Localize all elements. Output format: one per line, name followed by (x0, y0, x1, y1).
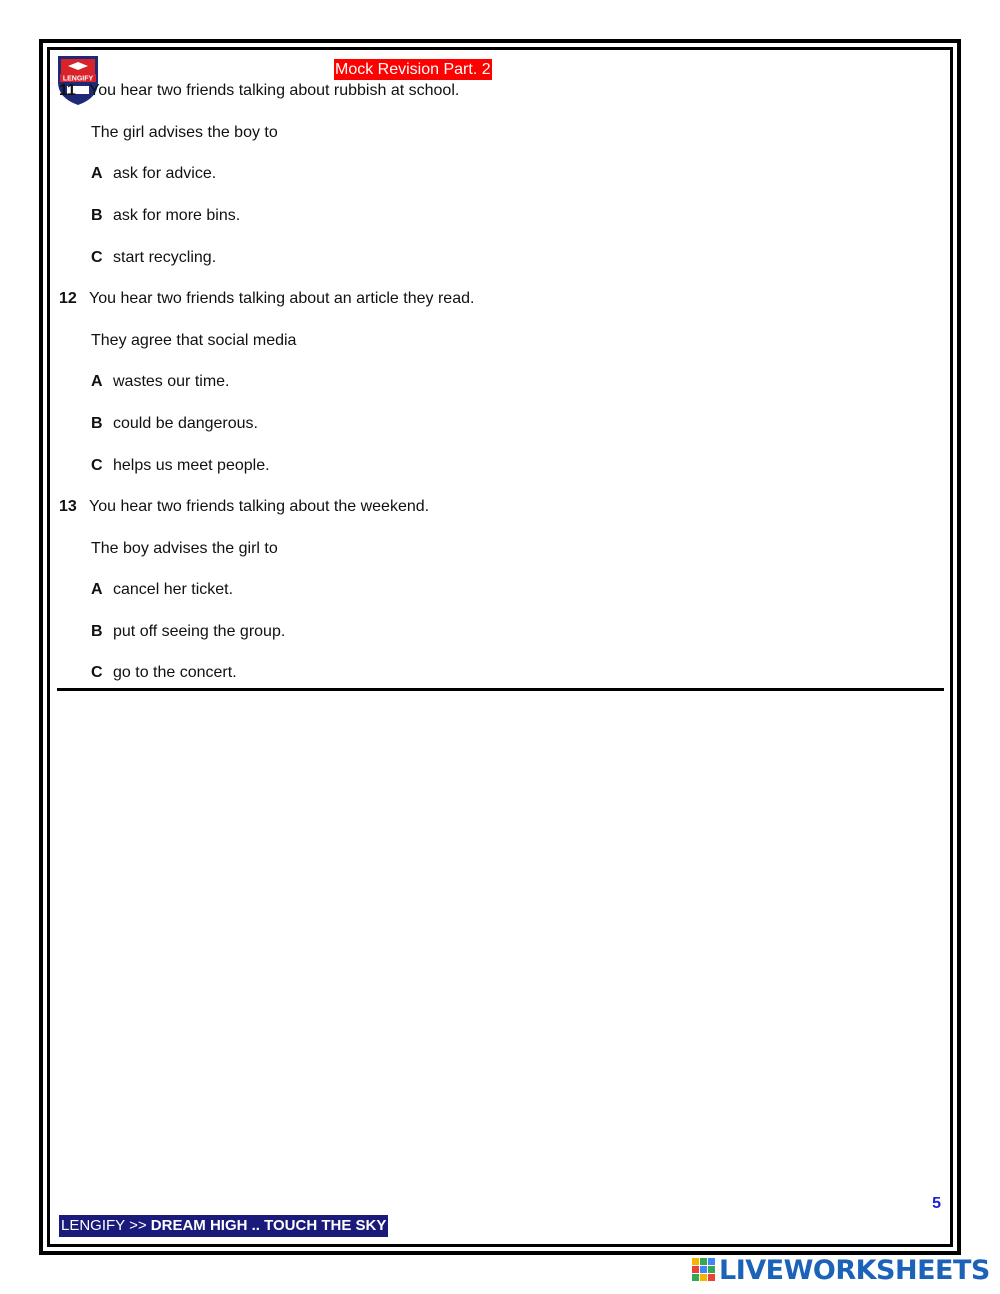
option-text: cancel her ticket. (113, 581, 234, 598)
option-text: put off seeing the group. (113, 623, 286, 640)
liveworksheets-text: LIVEWORKSHEETS (719, 1254, 990, 1286)
option-text: helps us meet people. (113, 457, 270, 474)
footer-banner (59, 1215, 388, 1237)
option-letter: C (91, 664, 103, 681)
question-number: 12 (59, 290, 77, 307)
option-letter: B (91, 623, 103, 640)
option-c[interactable] (91, 248, 216, 268)
option-a[interactable] (91, 372, 229, 392)
option-a[interactable] (91, 580, 233, 600)
question-prompt: You hear two friends talking about an article they read. (89, 290, 475, 307)
option-text: go to the concert. (113, 664, 237, 681)
question-prompt: You hear two friends talking about rubbish at school. (89, 82, 460, 99)
section-divider (57, 688, 944, 691)
question-stem: The girl advises the boy to (91, 124, 278, 141)
option-letter: B (91, 207, 103, 224)
option-c[interactable] (91, 456, 270, 476)
liveworksheets-watermark (692, 1253, 990, 1287)
logo-text: LENGIFY (62, 75, 94, 83)
option-letter: A (91, 581, 103, 598)
page-number: 5 (932, 1195, 941, 1212)
option-b[interactable] (91, 206, 240, 226)
option-text: start recycling. (113, 249, 217, 266)
option-letter: A (91, 165, 103, 182)
option-letter: C (91, 457, 103, 474)
option-text: ask for more bins. (113, 207, 241, 224)
liveworksheets-blocks-icon (692, 1258, 716, 1282)
question-stem: The boy advises the girl to (91, 540, 278, 557)
option-text: could be dangerous. (113, 415, 258, 432)
option-b[interactable] (91, 622, 285, 642)
page-border-inner (47, 47, 953, 1247)
option-letter: C (91, 249, 103, 266)
option-a[interactable] (91, 164, 216, 184)
option-b[interactable] (91, 414, 258, 434)
option-text: ask for advice. (113, 165, 217, 182)
question-13 (59, 497, 429, 517)
question-12 (59, 289, 474, 309)
option-letter: A (91, 373, 103, 390)
footer-slogan: DREAM HIGH .. TOUCH THE SKY (150, 1217, 387, 1234)
option-letter: B (91, 415, 103, 432)
page-title: Mock Revision Part. 2 (335, 61, 491, 78)
option-c[interactable] (91, 663, 237, 683)
question-number: 13 (59, 498, 77, 515)
footer-brand: LENGIFY >> (61, 1217, 147, 1234)
question-stem: They agree that social media (91, 332, 297, 349)
question-prompt: You hear two friends talking about the weekend. (89, 498, 430, 515)
question-11 (59, 81, 459, 101)
question-number: 11 (59, 82, 76, 99)
option-text: wastes our time. (113, 373, 230, 390)
